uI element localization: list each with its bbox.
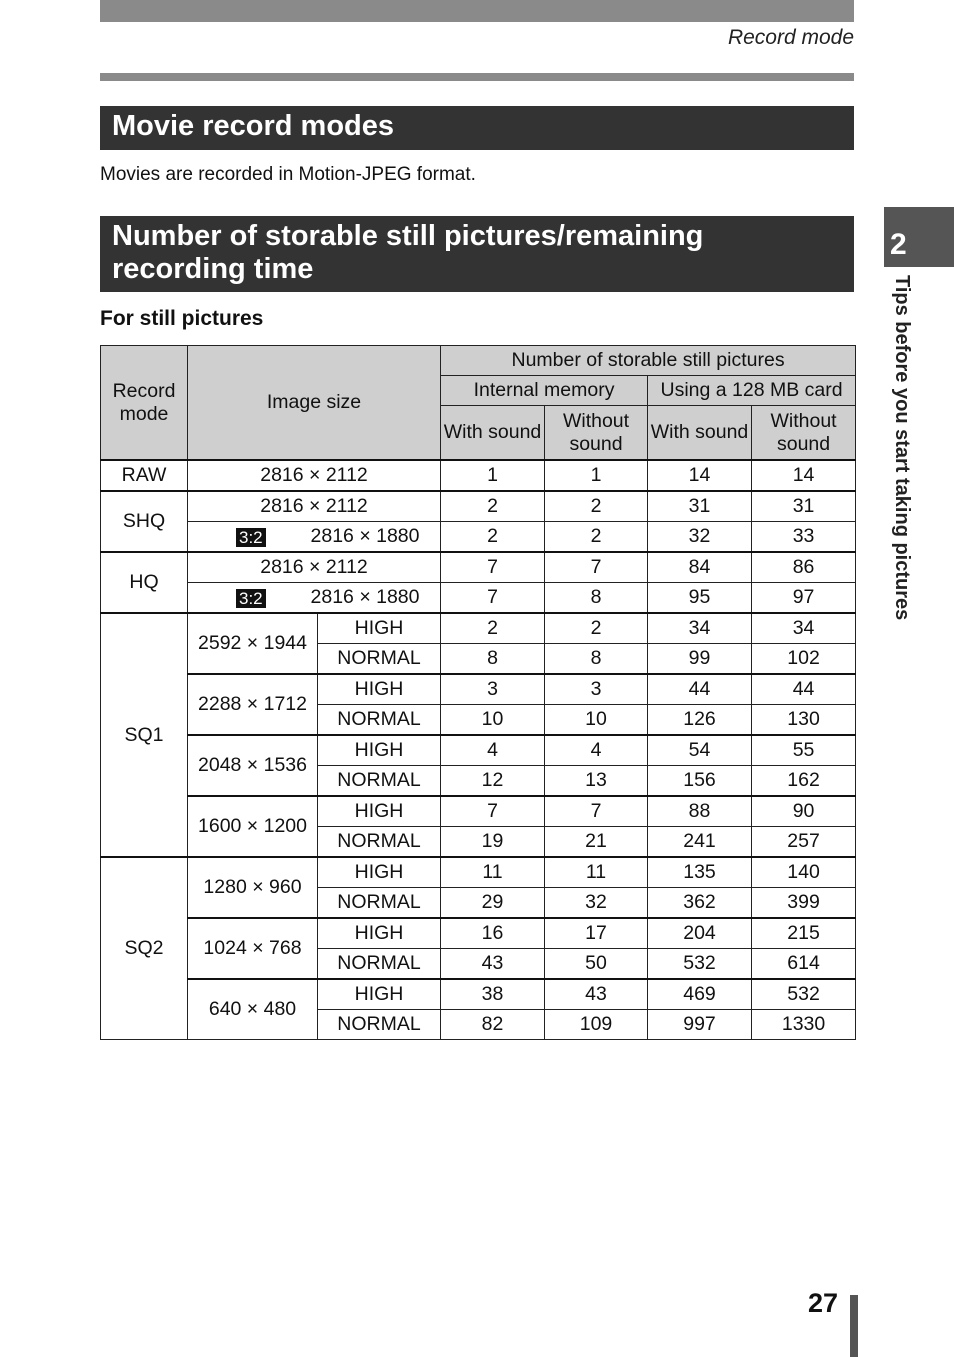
movie-section-body: Movies are recorded in Motion-JPEG format. — [100, 164, 476, 185]
value-cell: 8 — [545, 644, 648, 675]
value-cell: 7 — [545, 796, 648, 827]
value-cell: 34 — [648, 613, 752, 644]
value-cell: 11 — [545, 857, 648, 888]
value-cell: 614 — [752, 949, 856, 980]
value-cell: 156 — [648, 766, 752, 797]
value-cell: 33 — [752, 522, 856, 553]
value-cell: 362 — [648, 888, 752, 919]
value-cell: 2 — [545, 491, 648, 522]
value-cell: 50 — [545, 949, 648, 980]
image-size-cell: 2288 × 1712 — [188, 674, 318, 735]
value-cell: 7 — [441, 552, 545, 583]
table-row — [101, 552, 856, 583]
table-row — [101, 583, 856, 614]
chapter-title: Tips before you start taking pictures — [891, 275, 913, 621]
image-size-cell: 2816 × 2112 — [188, 491, 441, 522]
quality-cell: HIGH — [318, 857, 441, 888]
value-cell: 12 — [441, 766, 545, 797]
value-cell: 241 — [648, 827, 752, 858]
image-size-cell: 2048 × 1536 — [188, 735, 318, 796]
value-cell: 7 — [441, 796, 545, 827]
record-mode-cell: SHQ — [101, 491, 188, 552]
value-cell: 140 — [752, 857, 856, 888]
value-cell: 126 — [648, 705, 752, 736]
quality-cell: HIGH — [318, 735, 441, 766]
header-storable-group: Number of storable still pictures — [441, 346, 856, 376]
value-cell: 2 — [545, 613, 648, 644]
header-internal-memory: Internal memory — [441, 376, 648, 406]
value-cell: 88 — [648, 796, 752, 827]
value-cell: 16 — [441, 918, 545, 949]
value-cell: 4 — [441, 735, 545, 766]
table-row — [101, 613, 856, 644]
value-cell: 7 — [441, 583, 545, 614]
value-cell: 2 — [441, 491, 545, 522]
value-cell: 257 — [752, 827, 856, 858]
value-cell: 8 — [441, 644, 545, 675]
header-without-sound: Without sound — [752, 406, 856, 461]
value-cell: 86 — [752, 552, 856, 583]
image-size-cell: 2816 × 2112 — [188, 460, 441, 491]
image-size-cell — [188, 522, 441, 553]
value-cell: 99 — [648, 644, 752, 675]
header-bar — [100, 0, 854, 22]
table-row — [101, 796, 856, 827]
table-row — [101, 491, 856, 522]
value-cell: 130 — [752, 705, 856, 736]
value-cell: 109 — [545, 1010, 648, 1040]
header-without-sound: Without sound — [545, 406, 648, 461]
page-number: 27 — [808, 1288, 839, 1318]
value-cell: 469 — [648, 979, 752, 1010]
value-cell: 3 — [441, 674, 545, 705]
table-row — [101, 735, 856, 766]
value-cell: 2 — [441, 613, 545, 644]
value-cell: 1 — [441, 460, 545, 491]
value-cell: 135 — [648, 857, 752, 888]
value-cell: 82 — [441, 1010, 545, 1040]
value-cell: 38 — [441, 979, 545, 1010]
value-cell: 55 — [752, 735, 856, 766]
value-cell: 11 — [441, 857, 545, 888]
header-record-mode: Record mode — [101, 346, 188, 461]
image-size-cell: 1600 × 1200 — [188, 796, 318, 857]
value-cell: 14 — [648, 460, 752, 491]
value-cell: 2 — [545, 522, 648, 553]
header-image-size: Image size — [188, 346, 441, 461]
chapter-tab: 2 — [884, 207, 954, 267]
value-cell: 31 — [648, 491, 752, 522]
value-cell: 54 — [648, 735, 752, 766]
value-cell: 84 — [648, 552, 752, 583]
value-cell: 90 — [752, 796, 856, 827]
value-cell: 14 — [752, 460, 856, 491]
value-cell: 4 — [545, 735, 648, 766]
value-cell: 19 — [441, 827, 545, 858]
value-cell: 532 — [752, 979, 856, 1010]
quality-cell: NORMAL — [318, 1010, 441, 1040]
movie-section-title: Movie record modes — [100, 106, 854, 150]
value-cell: 44 — [648, 674, 752, 705]
value-cell: 44 — [752, 674, 856, 705]
value-cell: 34 — [752, 613, 856, 644]
quality-cell: NORMAL — [318, 888, 441, 919]
value-cell: 95 — [648, 583, 752, 614]
table-row — [101, 979, 856, 1010]
image-size-cell: 2592 × 1944 — [188, 613, 318, 674]
quality-cell: HIGH — [318, 674, 441, 705]
quality-cell: NORMAL — [318, 949, 441, 980]
table-row — [101, 522, 856, 553]
image-size-cell — [188, 583, 441, 614]
value-cell: 532 — [648, 949, 752, 980]
section-label: Record mode — [727, 26, 854, 49]
value-cell: 97 — [752, 583, 856, 614]
table-row — [101, 674, 856, 705]
value-cell: 162 — [752, 766, 856, 797]
value-cell: 31 — [752, 491, 856, 522]
value-cell: 997 — [648, 1010, 752, 1040]
storable-pictures-table — [100, 345, 856, 1040]
value-cell: 17 — [545, 918, 648, 949]
quality-cell: NORMAL — [318, 705, 441, 736]
page-number-bar — [850, 1295, 858, 1357]
record-mode-cell: SQ2 — [101, 857, 188, 1040]
image-size-cell: 1280 × 960 — [188, 857, 318, 918]
storable-section-title — [100, 216, 854, 292]
table-row — [101, 857, 856, 888]
value-cell: 29 — [441, 888, 545, 919]
quality-cell: NORMAL — [318, 827, 441, 858]
subheading: For still pictures — [100, 307, 264, 330]
value-cell: 7 — [545, 552, 648, 583]
storable-title-line1: Number of storable still pictures/remaining — [112, 220, 704, 252]
image-size-cell: 1024 × 768 — [188, 918, 318, 979]
value-cell: 215 — [752, 918, 856, 949]
image-size-label: 2816 × 1880 — [310, 586, 420, 608]
storable-title-line2: recording time — [112, 253, 314, 285]
value-cell: 1 — [545, 460, 648, 491]
value-cell: 399 — [752, 888, 856, 919]
value-cell: 13 — [545, 766, 648, 797]
quality-cell: HIGH — [318, 613, 441, 644]
value-cell: 2 — [441, 522, 545, 553]
quality-cell: NORMAL — [318, 766, 441, 797]
table-row — [101, 460, 856, 491]
header-with-sound: With sound — [441, 406, 545, 461]
quality-cell: NORMAL — [318, 644, 441, 675]
table-row — [101, 918, 856, 949]
value-cell: 204 — [648, 918, 752, 949]
record-mode-cell: RAW — [101, 460, 188, 491]
header-with-sound: With sound — [648, 406, 752, 461]
value-cell: 43 — [441, 949, 545, 980]
ratio-3-2-badge: 3:2 — [236, 528, 266, 547]
value-cell: 3 — [545, 674, 648, 705]
quality-cell: HIGH — [318, 796, 441, 827]
value-cell: 10 — [441, 705, 545, 736]
value-cell: 32 — [648, 522, 752, 553]
image-size-cell: 2816 × 2112 — [188, 552, 441, 583]
value-cell: 8 — [545, 583, 648, 614]
header-rule — [100, 73, 854, 81]
value-cell: 10 — [545, 705, 648, 736]
header-card: Using a 128 MB card — [648, 376, 856, 406]
value-cell: 21 — [545, 827, 648, 858]
value-cell: 102 — [752, 644, 856, 675]
ratio-3-2-badge: 3:2 — [236, 589, 266, 608]
record-mode-cell: HQ — [101, 552, 188, 613]
value-cell: 43 — [545, 979, 648, 1010]
image-size-cell: 640 × 480 — [188, 979, 318, 1040]
value-cell: 1330 — [752, 1010, 856, 1040]
record-mode-cell: SQ1 — [101, 613, 188, 857]
image-size-label: 2816 × 1880 — [310, 525, 420, 547]
quality-cell: HIGH — [318, 918, 441, 949]
quality-cell: HIGH — [318, 979, 441, 1010]
value-cell: 32 — [545, 888, 648, 919]
